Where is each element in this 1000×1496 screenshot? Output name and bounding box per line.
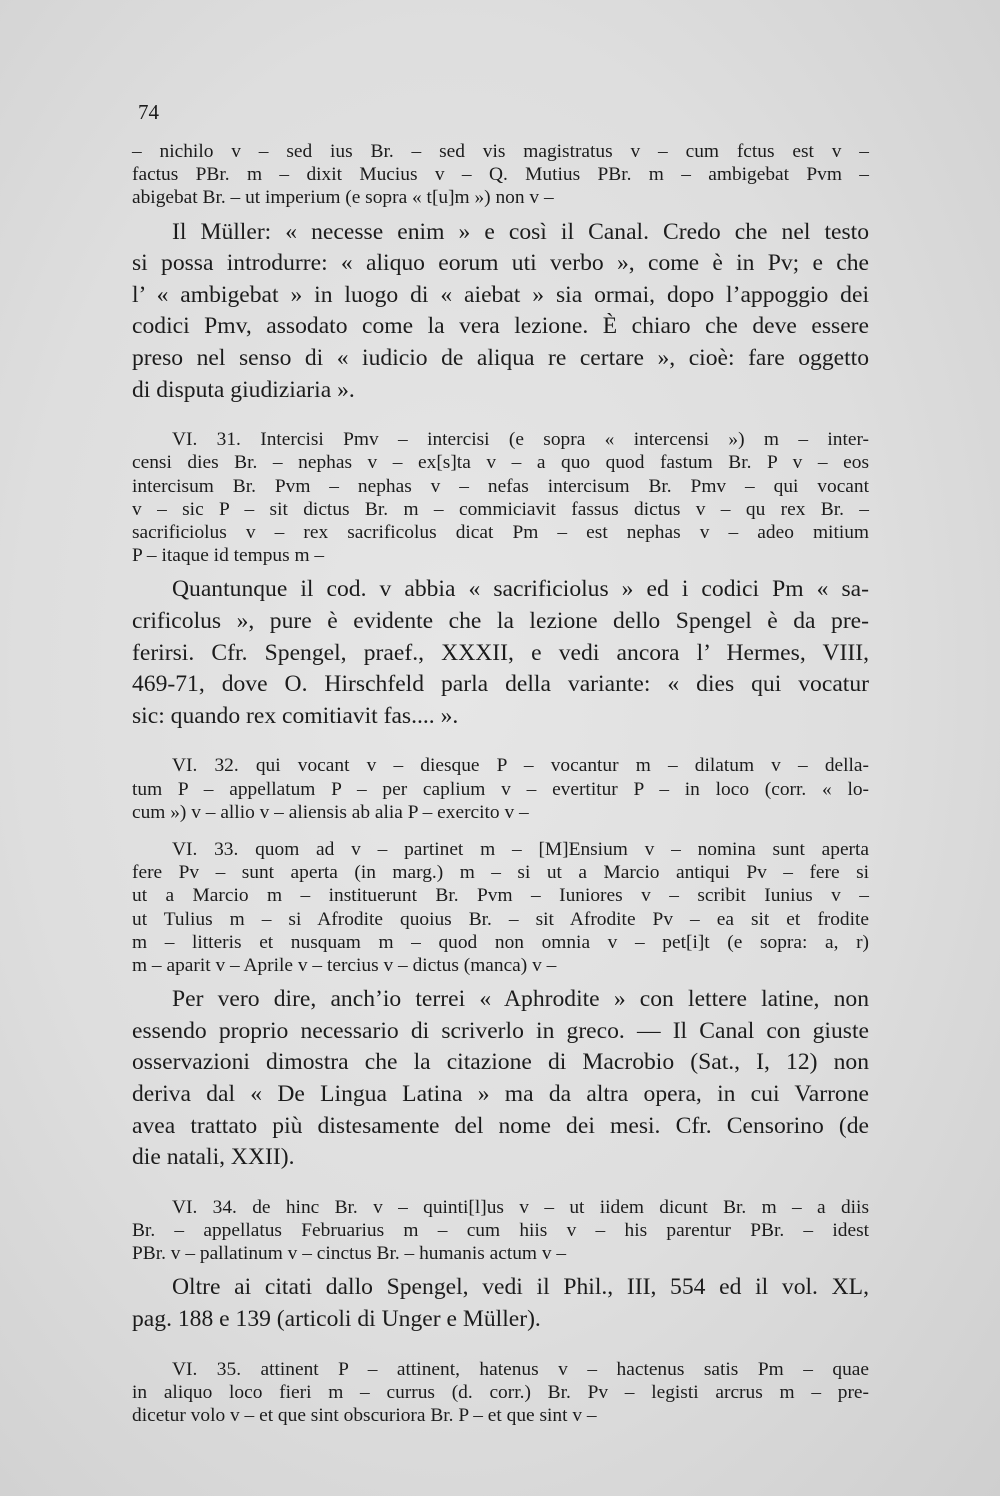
apparatus-notes-block bbox=[132, 754, 869, 824]
apparatus-notes-block bbox=[132, 1196, 869, 1266]
note-line: Br. – appellatus Februarius m – cum hiis v – his parentur PBr. – idest bbox=[132, 1219, 869, 1241]
note-line: PBr. v – pallatinum v – cinctus Br. – humanis actum v – bbox=[132, 1243, 567, 1265]
note-line: VI. 32. qui vocant v – diesque P – vocantur m – dilatum v – della- bbox=[172, 755, 869, 777]
note-line: fere Pv – sunt aperta (in marg.) m – si ut a Marcio antiqui Pv – fere si bbox=[132, 862, 869, 884]
commentary-paragraph bbox=[132, 1272, 869, 1335]
note-line: dicetur volo v – et que sint obscuriora Br. P – et que sint v – bbox=[132, 1404, 597, 1426]
note-line: censi dies Br. – nephas v – ex[s]ta v – a quo quod fastum Br. P v – eos bbox=[132, 452, 869, 474]
text-line: Quantunque il cod. v abbia « sacrificiolus » ed i codici Pm « sa- bbox=[172, 576, 869, 603]
text-line: die natali, XXII). bbox=[132, 1144, 295, 1171]
note-line: P – itaque id tempus m – bbox=[132, 545, 325, 567]
commentary-paragraph bbox=[132, 574, 869, 732]
page-body bbox=[132, 140, 869, 1427]
note-line: ut Tulius m – si Afrodite quoius Br. – sit Afrodite Pv – ea sit et frodite bbox=[132, 908, 869, 930]
note-line: VI. 34. de hinc Br. v – quinti[l]us v – ut iidem dicunt Br. m – a diis bbox=[172, 1196, 869, 1218]
note-line: VI. 33. quom ad v – partinet m – [M]Ensium v – nomina sunt aperta bbox=[172, 838, 869, 860]
text-line: osservazioni dimostra che la citazione di Macrobio (Sat., I, 12) non bbox=[132, 1049, 869, 1076]
note-line: tum P – appellatum P – per caplium v – evertitur P – in loco (corr. « lo- bbox=[132, 778, 869, 800]
note-line: – nichilo v – sed ius Br. – sed vis magistratus v – cum fctus est v – bbox=[132, 141, 869, 162]
note-line: factus PBr. m – dixit Mucius v – Q. Mutius PBr. m – ambigebat Pvm – bbox=[132, 164, 869, 186]
text-line: Per vero dire, anch’io terrei « Aphrodite » con lettere latine, non bbox=[172, 986, 869, 1013]
text-line: 469-71, dove O. Hirschfeld parla della variante: « dies qui vocatur bbox=[132, 671, 869, 698]
note-line: ut a Marcio m – instituerunt Br. Pvm – Iuniores v – scribit Iunius v – bbox=[132, 885, 869, 907]
text-line: essendo proprio necessario di scriverlo in greco. — Il Canal con giuste bbox=[132, 1017, 869, 1044]
text-line: codici Pmv, assodato come la vera lezione. È chiaro che deve essere bbox=[132, 313, 869, 340]
note-line: cum ») v – allio v – aliensis ab alia P – exercito v – bbox=[132, 801, 529, 823]
text-line: avea trattato più distesamente del nome dei mesi. Cfr. Censorino (de bbox=[132, 1112, 869, 1139]
note-line: m – litteris et nusquam m – quod non omnia v – pet[i]t (e sopra: a, r) bbox=[132, 931, 869, 953]
text-line: preso nel senso di « iudicio de aliqua re certare », cioè: fare oggetto bbox=[132, 344, 869, 371]
text-line: Oltre ai citati dallo Spengel, vedi il Phil., III, 554 ed il vol. XL, bbox=[172, 1274, 869, 1301]
apparatus-notes-block bbox=[132, 838, 869, 977]
text-line: l’ « ambigebat » in luogo di « aiebat » sia ormai, dopo l’appoggio dei bbox=[132, 281, 869, 308]
apparatus-notes-block bbox=[132, 1358, 869, 1428]
note-line: v – sic P – sit dictus Br. m – commiciavit fassus dictus v – qu rex Br. – bbox=[132, 498, 869, 520]
apparatus-notes-block bbox=[132, 140, 869, 210]
apparatus-notes-block bbox=[132, 428, 869, 567]
page-number: 74 bbox=[138, 100, 159, 124]
text-line: sic: quando rex comitiavit fas.... ». bbox=[132, 702, 459, 729]
text-line: pag. 188 e 139 (articoli di Unger e Müller). bbox=[132, 1305, 541, 1332]
text-line: ferirsi. Cfr. Spengel, praef., XXXII, e vedi ancora l’ Hermes, VIII, bbox=[132, 639, 869, 666]
note-line: in aliquo loco fieri m – currus (d. corr.) Br. Pv – legisti arcrus m – pre- bbox=[132, 1381, 869, 1403]
commentary-paragraph bbox=[132, 217, 869, 407]
text-line: di disputa giudiziaria ». bbox=[132, 376, 355, 403]
note-line: abigebat Br. – ut imperium (e sopra « t[u]m ») non v – bbox=[132, 187, 554, 209]
note-line: sacrificiolus v – rex sacrificolus dicat Pm – est nephas v – adeo mitium bbox=[132, 521, 869, 543]
note-line: VI. 31. Intercisi Pmv – intercisi (e sopra « intercensi ») m – inter- bbox=[172, 429, 869, 451]
text-line: crificolus », pure è evidente che la lezione dello Spengel è da pre- bbox=[132, 607, 869, 634]
commentary-paragraph bbox=[132, 984, 869, 1174]
text-line: si possa introdurre: « aliquo eorum uti verbo », come è in Pv; e che bbox=[132, 250, 869, 277]
text-line: deriva dal « De Lingua Latina » ma da altra opera, in cui Varrone bbox=[132, 1080, 869, 1107]
note-line: intercisum Br. Pvm – nephas v – nefas intercisum Br. Pmv – qui vocant bbox=[132, 475, 869, 497]
note-line: m – aparit v – Aprile v – tercius v – dictus (manca) v – bbox=[132, 954, 557, 976]
text-line: Il Müller: « necesse enim » e così il Canal. Credo che nel testo bbox=[172, 218, 869, 245]
note-line: VI. 35. attinent P – attinent, hatenus v – hactenus satis Pm – quae bbox=[172, 1358, 869, 1380]
